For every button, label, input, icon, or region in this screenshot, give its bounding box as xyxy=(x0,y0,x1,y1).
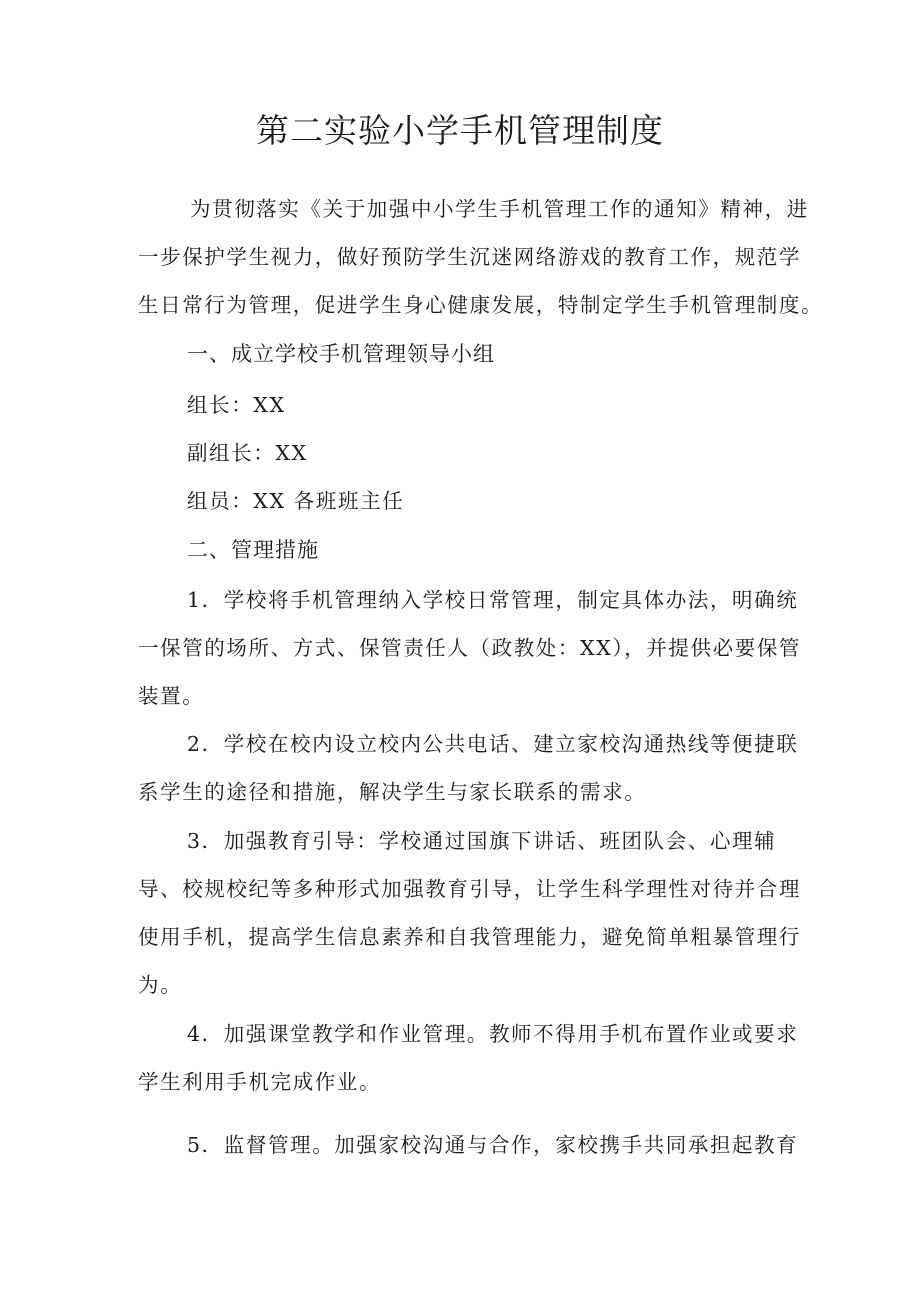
document-title: 第二实验小学手机管理制度 xyxy=(256,111,664,150)
intro-line-3: 生日常行为管理，促进学生身心健康发展，特制定学生手机管理制度。 xyxy=(138,293,824,317)
item-2-line-2: 系学生的途径和措施，解决学生与家长联系的需求。 xyxy=(138,780,647,804)
section-2-heading: 二、管理措施 xyxy=(187,538,319,562)
item-4-line-2: 学生利用手机完成作业。 xyxy=(138,1070,382,1094)
members-line: 组员：XX 各班班主任 xyxy=(187,489,405,513)
item-5-line-1: 5．监督管理。加强家校沟通与合作，家校携手共同承担起教育 xyxy=(187,1133,799,1157)
section-1-heading: 一、成立学校手机管理领导小组 xyxy=(187,342,495,366)
deputy-leader-line: 副组长：XX xyxy=(187,441,308,465)
item-2-line-1: 2．学校在校内设立校内公共电话、建立家校沟通热线等便捷联 xyxy=(187,732,799,756)
intro-line-2: 一步保护学生视力，做好预防学生沉迷网络游戏的教育工作，规范学 xyxy=(138,245,801,269)
item-4-line-1: 4．加强课堂教学和作业管理。教师不得用手机布置作业或要求 xyxy=(187,1022,799,1046)
intro-line-1: 为贯彻落实《关于加强中小学生手机管理工作的通知》精神，进 xyxy=(190,197,809,221)
item-1-line-1: 1．学校将手机管理纳入学校日常管理，制定具体办法，明确统 xyxy=(187,588,799,612)
item-1-line-3: 装置。 xyxy=(138,684,205,708)
item-1-line-2: 一保管的场所、方式、保管责任人（政教处：XX），并提供必要保管 xyxy=(138,636,802,660)
item-3-line-4: 为。 xyxy=(138,973,183,997)
leader-line: 组长：XX xyxy=(187,393,286,417)
item-3-line-2: 导、校规校纪等多种形式加强教育引导，让学生科学理性对待并合理 xyxy=(138,877,801,901)
item-3-line-3: 使用手机，提高学生信息素养和自我管理能力，避免简单粗暴管理行 xyxy=(138,925,801,949)
item-3-line-1: 3．加强教育引导：学校通过国旗下讲话、班团队会、心理辅 xyxy=(187,829,777,853)
